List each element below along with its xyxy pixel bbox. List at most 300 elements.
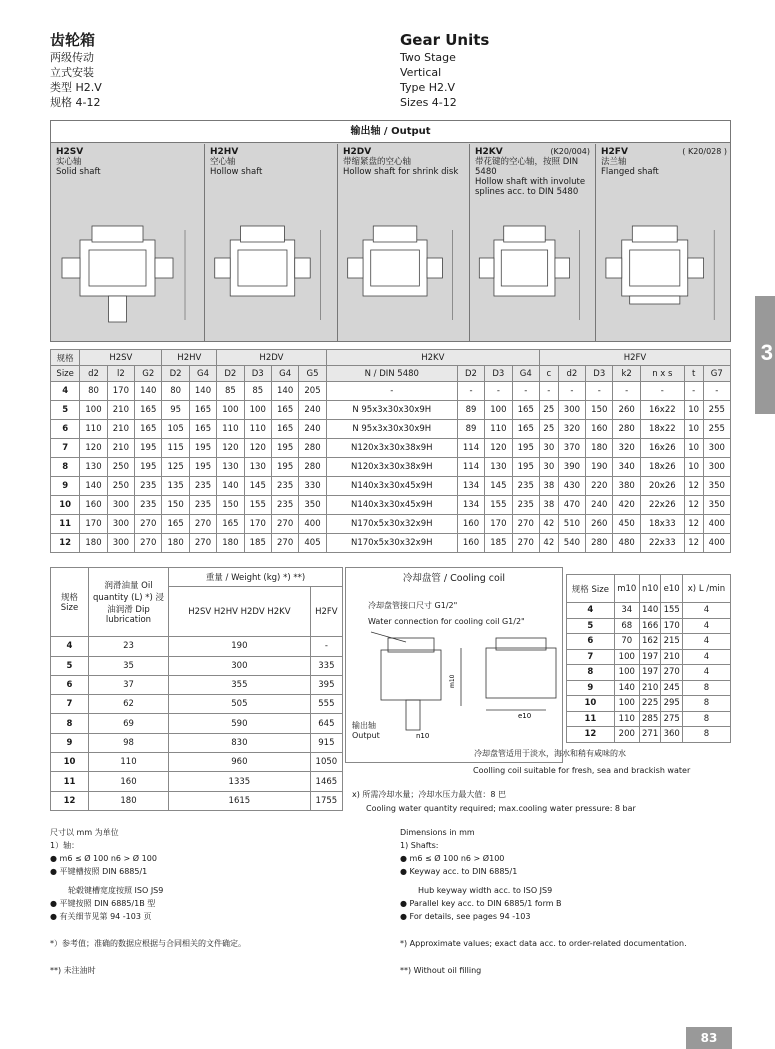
value-cell: 155 — [244, 496, 271, 515]
value-cell: 197 — [639, 665, 661, 681]
value-cell: - — [684, 382, 703, 401]
subtitle-line: Sizes 4-12 — [400, 96, 457, 109]
shaft-name-cn: 空心轴 — [210, 157, 236, 167]
cooling-coil-drawing-icon — [346, 628, 562, 738]
size-cell: 9 — [51, 733, 89, 752]
title-en: Gear Units — [400, 31, 490, 49]
value-cell: 350 — [703, 477, 730, 496]
table-row — [51, 477, 731, 496]
value-cell: 235 — [189, 496, 216, 515]
value-cell: 300 — [558, 401, 585, 420]
value-cell: 120 — [244, 439, 271, 458]
value-cell: 590 — [169, 714, 311, 733]
value-cell: 16x22 — [640, 401, 684, 420]
value-cell: 270 — [189, 515, 216, 534]
value-cell: 115 — [162, 439, 189, 458]
value-cell: 8 — [682, 696, 730, 712]
value-cell: 195 — [512, 439, 539, 458]
table-row — [567, 634, 731, 650]
coil-note-cn: 冷却盘管适用于淡水，海水和稍有咸味的水 — [474, 749, 626, 758]
value-cell: 8 — [682, 680, 730, 696]
size-cell: 7 — [567, 649, 615, 665]
header-cell: D2 — [162, 366, 189, 382]
value-cell: 240 — [586, 496, 613, 515]
value-cell: 555 — [310, 695, 342, 714]
value-cell: 390 — [558, 458, 585, 477]
value-cell: 110 — [80, 420, 107, 439]
size-cell: 7 — [51, 695, 89, 714]
header-cell: G4 — [512, 366, 539, 382]
size-cell: 5 — [51, 401, 80, 420]
note-bullet: m6 ≤ Ø 100 n6 > Ø100 — [409, 854, 505, 863]
value-cell: 150 — [162, 496, 189, 515]
value-cell: 16x26 — [640, 439, 684, 458]
value-cell: 23 — [89, 637, 169, 656]
header-cell: H2SV H2HV H2DV H2KV — [169, 587, 311, 637]
header-cell: 重量 / Weight (kg) *) **) — [169, 568, 343, 587]
value-cell: N140x3x30x45x9H — [326, 496, 457, 515]
value-cell: 155 — [485, 496, 512, 515]
value-cell: 190 — [586, 458, 613, 477]
value-cell: 235 — [512, 496, 539, 515]
size-cell: 12 — [51, 791, 89, 810]
value-cell: 134 — [457, 496, 484, 515]
gear-unit-drawing-icon — [207, 200, 336, 340]
value-cell: 400 — [703, 515, 730, 534]
table-row — [51, 420, 731, 439]
output-col-h2fv — [596, 144, 732, 341]
table-row — [51, 695, 343, 714]
title-cn: 齿轮箱 — [50, 31, 96, 49]
value-cell: 335 — [310, 656, 342, 675]
header-cell: x) L /min — [682, 575, 730, 603]
value-cell: 98 — [89, 733, 169, 752]
value-cell: 275 — [661, 711, 683, 727]
value-cell: N 95x3x30x30x9H — [326, 401, 457, 420]
svg-text:m10: m10 — [449, 674, 456, 688]
value-cell: 42 — [539, 534, 558, 553]
value-cell: 110 — [614, 711, 639, 727]
size-cell: 11 — [567, 711, 615, 727]
value-cell: 4 — [682, 649, 730, 665]
value-cell: N140x3x30x45x9H — [326, 477, 457, 496]
value-cell: 120 — [217, 439, 244, 458]
header-cell: c — [539, 366, 558, 382]
value-cell: 165 — [512, 401, 539, 420]
value-cell: 215 — [661, 634, 683, 650]
value-cell: 180 — [89, 791, 169, 810]
size-cell: 8 — [567, 665, 615, 681]
subtitle-line: 立式安装 — [50, 66, 94, 79]
value-cell: 300 — [107, 496, 134, 515]
header-cell: H2FV — [539, 350, 730, 366]
value-cell: 100 — [614, 649, 639, 665]
value-cell: 20x26 — [640, 477, 684, 496]
table-row — [51, 791, 343, 810]
note-line: *）参考值；准确的数据应根据与合同相关的文件确定。 — [50, 939, 246, 948]
table-row — [51, 382, 731, 401]
header-cell: 规格 Size — [567, 575, 615, 603]
size-cell: 5 — [567, 618, 615, 634]
header-cell: t — [684, 366, 703, 382]
header-cell: D3 — [244, 366, 271, 382]
value-cell: 145 — [485, 477, 512, 496]
value-cell: 12 — [684, 534, 703, 553]
note-line: 1）轴： — [50, 841, 80, 850]
value-cell: 340 — [613, 458, 640, 477]
size-cell: 8 — [51, 714, 89, 733]
conn-en: Water connection for cooling coil G1/2" — [368, 617, 525, 626]
value-cell: 170 — [244, 515, 271, 534]
value-cell: 355 — [169, 675, 311, 694]
value-cell: 25 — [539, 420, 558, 439]
note-bullet: 平键槽按照 DIN 6885/1 — [59, 867, 148, 876]
value-cell: 400 — [299, 515, 326, 534]
header-cell: G2 — [135, 366, 162, 382]
value-cell: 200 — [614, 727, 639, 743]
value-cell: 120 — [485, 439, 512, 458]
value-cell: 140 — [217, 477, 244, 496]
value-cell: 110 — [217, 420, 244, 439]
shaft-name-cn: 实心轴 — [56, 157, 82, 167]
value-cell: 35 — [89, 656, 169, 675]
table-row — [51, 534, 731, 553]
value-cell: 195 — [189, 439, 216, 458]
value-cell: 110 — [89, 753, 169, 772]
value-cell: 155 — [661, 603, 683, 619]
value-cell: 180 — [80, 534, 107, 553]
shaft-name-en: Hollow shaft for shrink disk — [343, 167, 459, 177]
header-cell: N / DIN 5480 — [326, 366, 457, 382]
header-cell: 规格 Size — [51, 568, 89, 637]
value-cell: 140 — [271, 382, 298, 401]
cooling-title: 冷却盘管 / Cooling coil — [402, 573, 506, 584]
value-cell: 10 — [684, 439, 703, 458]
value-cell: 270 — [512, 515, 539, 534]
value-cell: - — [613, 382, 640, 401]
value-cell: 250 — [107, 477, 134, 496]
value-cell: 300 — [169, 656, 311, 675]
value-cell: - — [457, 382, 484, 401]
value-cell: 10 — [684, 420, 703, 439]
shaft-name-en: Flanged shaft — [601, 167, 659, 177]
value-cell: 300 — [107, 534, 134, 553]
value-cell: - — [558, 382, 585, 401]
value-cell: 270 — [189, 534, 216, 553]
value-cell: 25 — [539, 401, 558, 420]
value-cell: - — [512, 382, 539, 401]
header-cell: G5 — [299, 366, 326, 382]
shaft-name-cn: 法兰轴 — [601, 157, 627, 167]
value-cell: 220 — [586, 477, 613, 496]
svg-text:n10: n10 — [416, 732, 430, 738]
value-cell: 510 — [558, 515, 585, 534]
value-cell: 195 — [271, 439, 298, 458]
value-cell: 645 — [310, 714, 342, 733]
value-cell: 68 — [614, 618, 639, 634]
shaft-code: H2FV — [601, 147, 628, 157]
value-cell: 10 — [684, 401, 703, 420]
value-cell: N120x3x30x38x9H — [326, 439, 457, 458]
value-cell: 165 — [271, 401, 298, 420]
value-cell: 70 — [614, 634, 639, 650]
value-cell: 830 — [169, 733, 311, 752]
value-cell: N120x3x30x38x9H — [326, 458, 457, 477]
value-cell: 235 — [512, 477, 539, 496]
value-cell: 280 — [299, 439, 326, 458]
value-cell: 38 — [539, 496, 558, 515]
header-cell: G4 — [189, 366, 216, 382]
value-cell: 85 — [217, 382, 244, 401]
table-row — [51, 401, 731, 420]
size-cell: 7 — [51, 439, 80, 458]
value-cell: 69 — [89, 714, 169, 733]
table-header-row — [567, 575, 731, 603]
value-cell: 30 — [539, 439, 558, 458]
shaft-name-en: Solid shaft — [56, 167, 101, 177]
value-cell: 166 — [639, 618, 661, 634]
value-cell: 165 — [162, 515, 189, 534]
value-cell: - — [485, 382, 512, 401]
value-cell: 165 — [189, 420, 216, 439]
value-cell: 30 — [539, 458, 558, 477]
value-cell: 80 — [162, 382, 189, 401]
note-line: 尺寸以 mm 为单位 — [50, 828, 119, 837]
value-cell: 180 — [217, 534, 244, 553]
value-cell: 160 — [457, 515, 484, 534]
value-cell: 255 — [703, 420, 730, 439]
value-cell: 210 — [661, 649, 683, 665]
value-cell: 140 — [135, 382, 162, 401]
table-row — [51, 656, 343, 675]
value-cell: 140 — [80, 477, 107, 496]
value-cell: 165 — [512, 420, 539, 439]
value-cell: 395 — [310, 675, 342, 694]
value-cell: 280 — [299, 458, 326, 477]
value-cell: 42 — [539, 515, 558, 534]
table-row — [567, 665, 731, 681]
value-cell: 130 — [217, 458, 244, 477]
value-cell: 8 — [682, 727, 730, 743]
value-cell: 160 — [586, 420, 613, 439]
header-cell: D2 — [217, 366, 244, 382]
value-cell: 150 — [586, 401, 613, 420]
output-col-h2kv — [470, 144, 596, 341]
note-line: **) 未注油时 — [50, 966, 96, 975]
header-cn — [50, 30, 102, 110]
value-cell: 300 — [703, 458, 730, 477]
note-line: **) Without oil filling — [400, 966, 482, 975]
value-cell: 195 — [189, 458, 216, 477]
gear-unit-drawing-icon — [53, 200, 203, 340]
subtitle-line: 规格 4-12 — [50, 96, 101, 109]
value-cell: 110 — [244, 420, 271, 439]
value-cell: 250 — [107, 458, 134, 477]
ref-code: ( K20/028 ) — [682, 147, 727, 156]
table-header-row — [51, 350, 731, 366]
value-cell: 100 — [244, 401, 271, 420]
value-cell: 62 — [89, 695, 169, 714]
table-row — [567, 696, 731, 712]
value-cell: 160 — [80, 496, 107, 515]
header-cell: n10 — [639, 575, 661, 603]
value-cell: N170x5x30x32x9H — [326, 534, 457, 553]
shaft-code: H2SV — [56, 147, 84, 157]
value-cell: 195 — [135, 458, 162, 477]
note-line: *) Approximate values; exact data acc. to order-related documentation. — [400, 939, 687, 948]
output-label-en: Output — [352, 731, 380, 740]
value-cell: - — [539, 382, 558, 401]
value-cell: 105 — [162, 420, 189, 439]
table-header-row — [51, 568, 343, 587]
value-cell: 100 — [80, 401, 107, 420]
value-cell: 190 — [169, 637, 311, 656]
gear-unit-drawing-icon — [340, 200, 468, 340]
size-cell: 9 — [51, 477, 80, 496]
value-cell: 140 — [614, 680, 639, 696]
table-row — [567, 603, 731, 619]
value-cell: 125 — [162, 458, 189, 477]
notes-cn: 尺寸以 mm 为单位 1）轴： ● m6 ≤ Ø 100 n6 > Ø 100 ● 平键槽按照 DIN 6885/1 轮毂键槽宽度按照 ISO JS9 ● 平键按照 DIN 6885/1B 型 ● 有关细节见第 94 -103 页 *）参考值；准确的数据应根据与合同相关的文件确定。 **) 未注油时 — [50, 826, 380, 977]
shaft-code: H2KV — [475, 147, 503, 157]
value-cell: 285 — [639, 711, 661, 727]
header-cell: D3 — [586, 366, 613, 382]
note-bullet: 平键按照 DIN 6885/1B 型 — [59, 899, 156, 908]
value-cell: 300 — [703, 439, 730, 458]
value-cell: 80 — [80, 382, 107, 401]
header-cell: H2SV — [80, 350, 162, 366]
value-cell: 22x26 — [640, 496, 684, 515]
value-cell: N 95x3x30x30x9H — [326, 420, 457, 439]
shaft-name-en: Hollow shaft — [210, 167, 263, 177]
value-cell: 300 — [107, 515, 134, 534]
value-cell: 180 — [586, 439, 613, 458]
value-cell: 320 — [613, 439, 640, 458]
subtitle-line: 类型 H2.V — [50, 81, 102, 94]
value-cell: 1615 — [169, 791, 311, 810]
table-row — [51, 753, 343, 772]
coil-x-en: Cooling water quantity required; max.cooling water pressure: 8 bar — [366, 804, 636, 813]
note-bullet: For details, see pages 94 -103 — [409, 912, 531, 921]
table-row — [51, 714, 343, 733]
value-cell: 135 — [162, 477, 189, 496]
value-cell: 270 — [271, 515, 298, 534]
value-cell: 280 — [613, 420, 640, 439]
header-cell: H2DV — [217, 350, 327, 366]
value-cell: 185 — [244, 534, 271, 553]
value-cell: 270 — [661, 665, 683, 681]
value-cell: 270 — [135, 515, 162, 534]
shaft-name-cn: 带花键的空心轴，按照 DIN 5480 — [475, 157, 579, 177]
value-cell: 235 — [135, 496, 162, 515]
value-cell: 240 — [299, 401, 326, 420]
ref-code: (K20/004) — [550, 147, 590, 156]
value-cell: 165 — [135, 420, 162, 439]
table-row — [51, 458, 731, 477]
value-cell: 140 — [639, 603, 661, 619]
value-cell: 145 — [244, 477, 271, 496]
value-cell: 195 — [135, 439, 162, 458]
value-cell: 100 — [614, 696, 639, 712]
notes-en: Dimensions in mm 1) Shafts: ● m6 ≤ Ø 100 n6 > Ø100 ● Keyway acc. to DIN 6885/1 Hub keyway width acc. to ISO JS9 ● Parallel key acc. to DIN 6885/1 form B ● For details, see pages 94 -103 *) Approximate values; exact data acc. to order-related documentation. **) Without oil filling — [400, 826, 730, 977]
header-cell: D3 — [485, 366, 512, 382]
value-cell: 330 — [299, 477, 326, 496]
table-row — [567, 727, 731, 743]
output-panel-title: 输出轴 / Output — [51, 121, 730, 143]
coil-x-cn: x) 所需冷却水量；冷却水压力最大值：8 巴 — [352, 790, 507, 799]
coil-table — [566, 574, 731, 743]
value-cell: 4 — [682, 603, 730, 619]
table-row — [567, 680, 731, 696]
value-cell: 12 — [684, 515, 703, 534]
page-number: 83 — [686, 1027, 732, 1049]
value-cell: 1050 — [310, 753, 342, 772]
shaft-name-en: Hollow shaft with involute splines acc. to DIN 5480 — [475, 177, 586, 197]
note-line: Dimensions in mm — [400, 828, 475, 837]
note-line: 1) Shafts: — [400, 841, 439, 850]
value-cell: - — [326, 382, 457, 401]
value-cell: N170x5x30x32x9H — [326, 515, 457, 534]
size-cell: 10 — [51, 496, 80, 515]
header-cell: k2 — [613, 366, 640, 382]
value-cell: - — [703, 382, 730, 401]
value-cell: 34 — [614, 603, 639, 619]
subtitle-line: Two Stage — [400, 51, 456, 64]
shaft-code: H2HV — [210, 147, 239, 157]
value-cell: 270 — [512, 534, 539, 553]
value-cell: 18x26 — [640, 458, 684, 477]
subtitle-line: Type H2.V — [400, 81, 456, 94]
value-cell: 160 — [457, 534, 484, 553]
value-cell: 162 — [639, 634, 661, 650]
value-cell: 130 — [80, 458, 107, 477]
output-col-h2dv — [338, 144, 470, 341]
value-cell: 38 — [539, 477, 558, 496]
size-cell: 8 — [51, 458, 80, 477]
table-row — [51, 439, 731, 458]
conn-cn: 冷却盘管接口尺寸 G1/2" — [368, 601, 458, 610]
value-cell: 350 — [299, 496, 326, 515]
value-cell: 280 — [586, 534, 613, 553]
header-cell: H2KV — [326, 350, 539, 366]
value-cell: 505 — [169, 695, 311, 714]
size-cell: 12 — [567, 727, 615, 743]
size-cell: 4 — [51, 382, 80, 401]
value-cell: 235 — [271, 496, 298, 515]
value-cell: 12 — [684, 477, 703, 496]
value-cell: 270 — [135, 534, 162, 553]
value-cell: 110 — [485, 420, 512, 439]
value-cell: 210 — [107, 439, 134, 458]
value-cell: 235 — [135, 477, 162, 496]
value-cell: 100 — [485, 401, 512, 420]
value-cell: 205 — [299, 382, 326, 401]
value-cell: 405 — [299, 534, 326, 553]
svg-text:e10: e10 — [518, 712, 532, 720]
header-cell: G4 — [271, 366, 298, 382]
header-cell: 润滑油量 Oil quantity (L) *) 浸油润滑 Dip lubrication — [89, 568, 169, 637]
value-cell: 210 — [107, 401, 134, 420]
value-cell: 360 — [661, 727, 683, 743]
value-cell: 130 — [244, 458, 271, 477]
header-cell: n x s — [640, 366, 684, 382]
value-cell: 320 — [558, 420, 585, 439]
note-bullet: m6 ≤ Ø 100 n6 > Ø 100 — [59, 854, 157, 863]
value-cell: 1755 — [310, 791, 342, 810]
value-cell: - — [310, 637, 342, 656]
value-cell: 420 — [613, 496, 640, 515]
subtitle-line: 两级传动 — [50, 51, 94, 64]
